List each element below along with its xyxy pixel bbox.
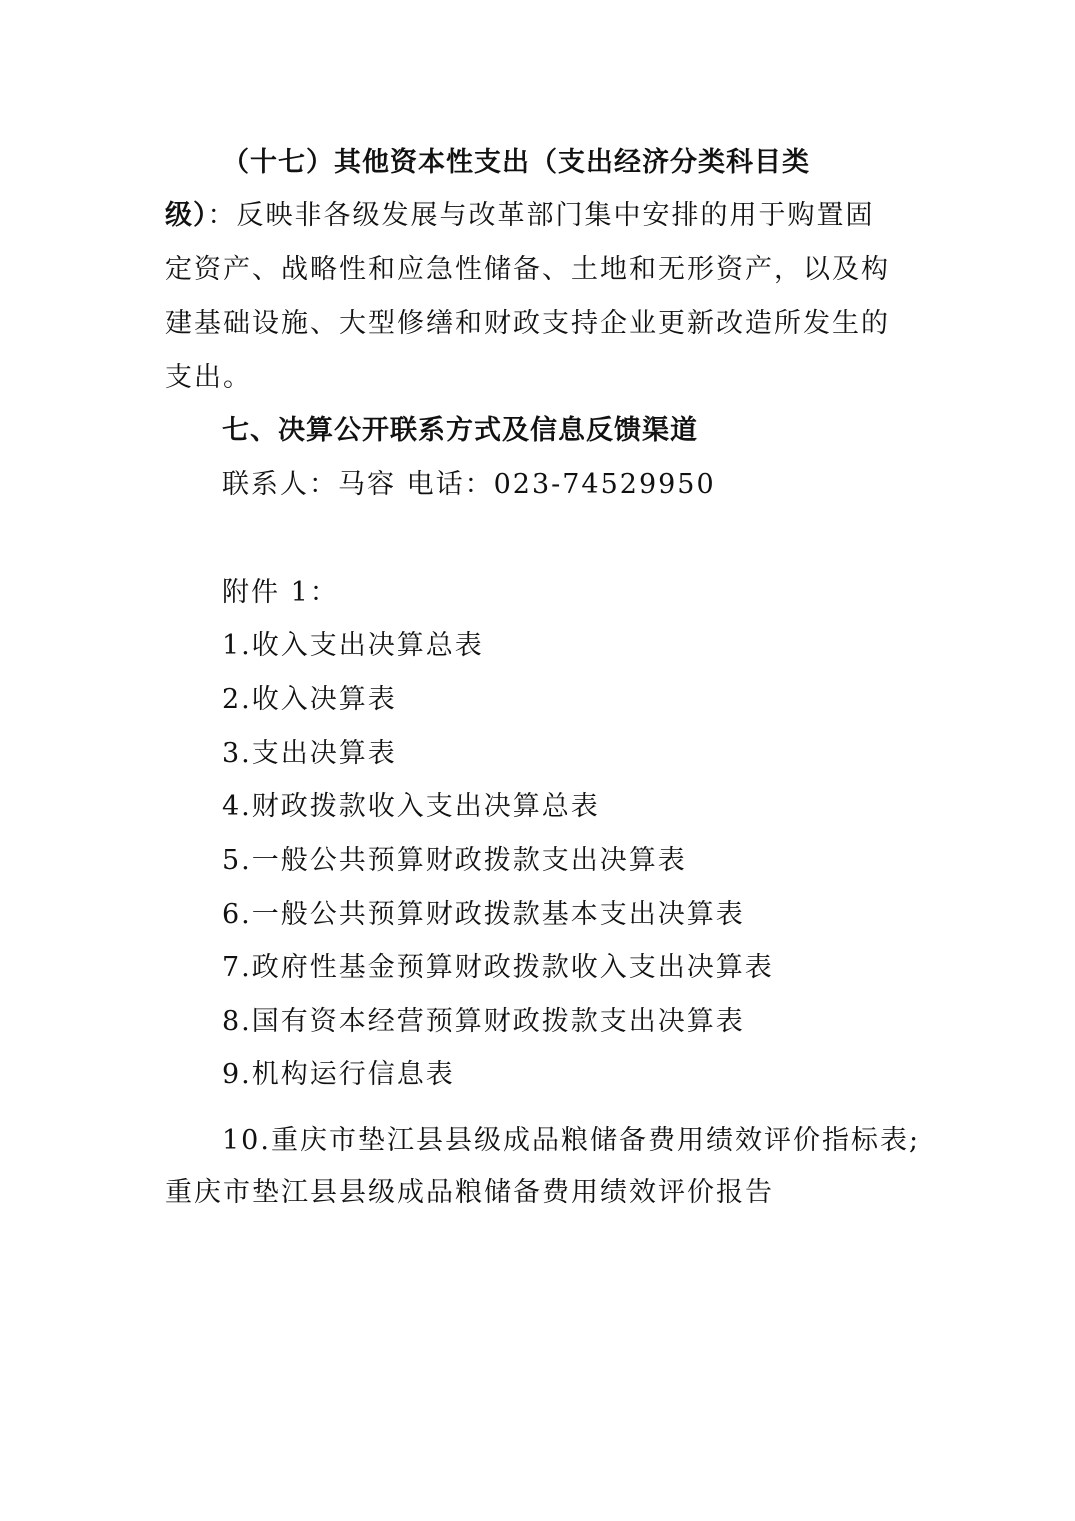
attachments-label: 附件 1： [222, 577, 339, 608]
attachment-item: 7.政府性基金预算财政拨款收入支出决算表 [222, 952, 774, 983]
attachment-item-10-continued: 重庆市垫江县县级成品粮储备费用绩效评价报告 [165, 1177, 774, 1208]
section-17-body-line [165, 199, 875, 233]
section-17-body-line: 定资产、战略性和应急性储备、土地和无形资产，以及构 [165, 254, 890, 285]
section-17-title: （十七）其他资本性支出（支出经济分类科目类 [222, 147, 810, 178]
attachment-item: 5.一般公共预算财政拨款支出决算表 [222, 845, 687, 876]
attachment-item: 9.机构运行信息表 [222, 1059, 455, 1090]
attachment-item: 2.收入决算表 [222, 684, 397, 715]
attachment-item: 8.国有资本经营预算财政拨款支出决算表 [222, 1006, 745, 1037]
section-17-body-line: 支出。 [165, 362, 252, 393]
attachment-item: 6.一般公共预算财政拨款基本支出决算表 [222, 899, 745, 930]
attachment-item-10: 10.重庆市垫江县县级成品粮储备费用绩效评价指标表; [222, 1125, 921, 1156]
section-17-title-continued: 级） [165, 200, 208, 231]
attachment-item: 3.支出决算表 [222, 738, 397, 769]
section-7-heading: 七、决算公开联系方式及信息反馈渠道 [222, 415, 698, 446]
attachment-item: 4.财政拨款收入支出决算总表 [222, 791, 600, 822]
section-17-body-text: ：反映非各级发展与改革部门集中安排的用于购置固 [207, 200, 875, 231]
section-17-body-line: 建基础设施、大型修缮和财政支持企业更新改造所发生的 [165, 308, 890, 339]
contact-line: 联系人：马容 电话：023-74529950 [222, 469, 716, 500]
attachment-item: 1.收入支出决算总表 [222, 630, 484, 661]
